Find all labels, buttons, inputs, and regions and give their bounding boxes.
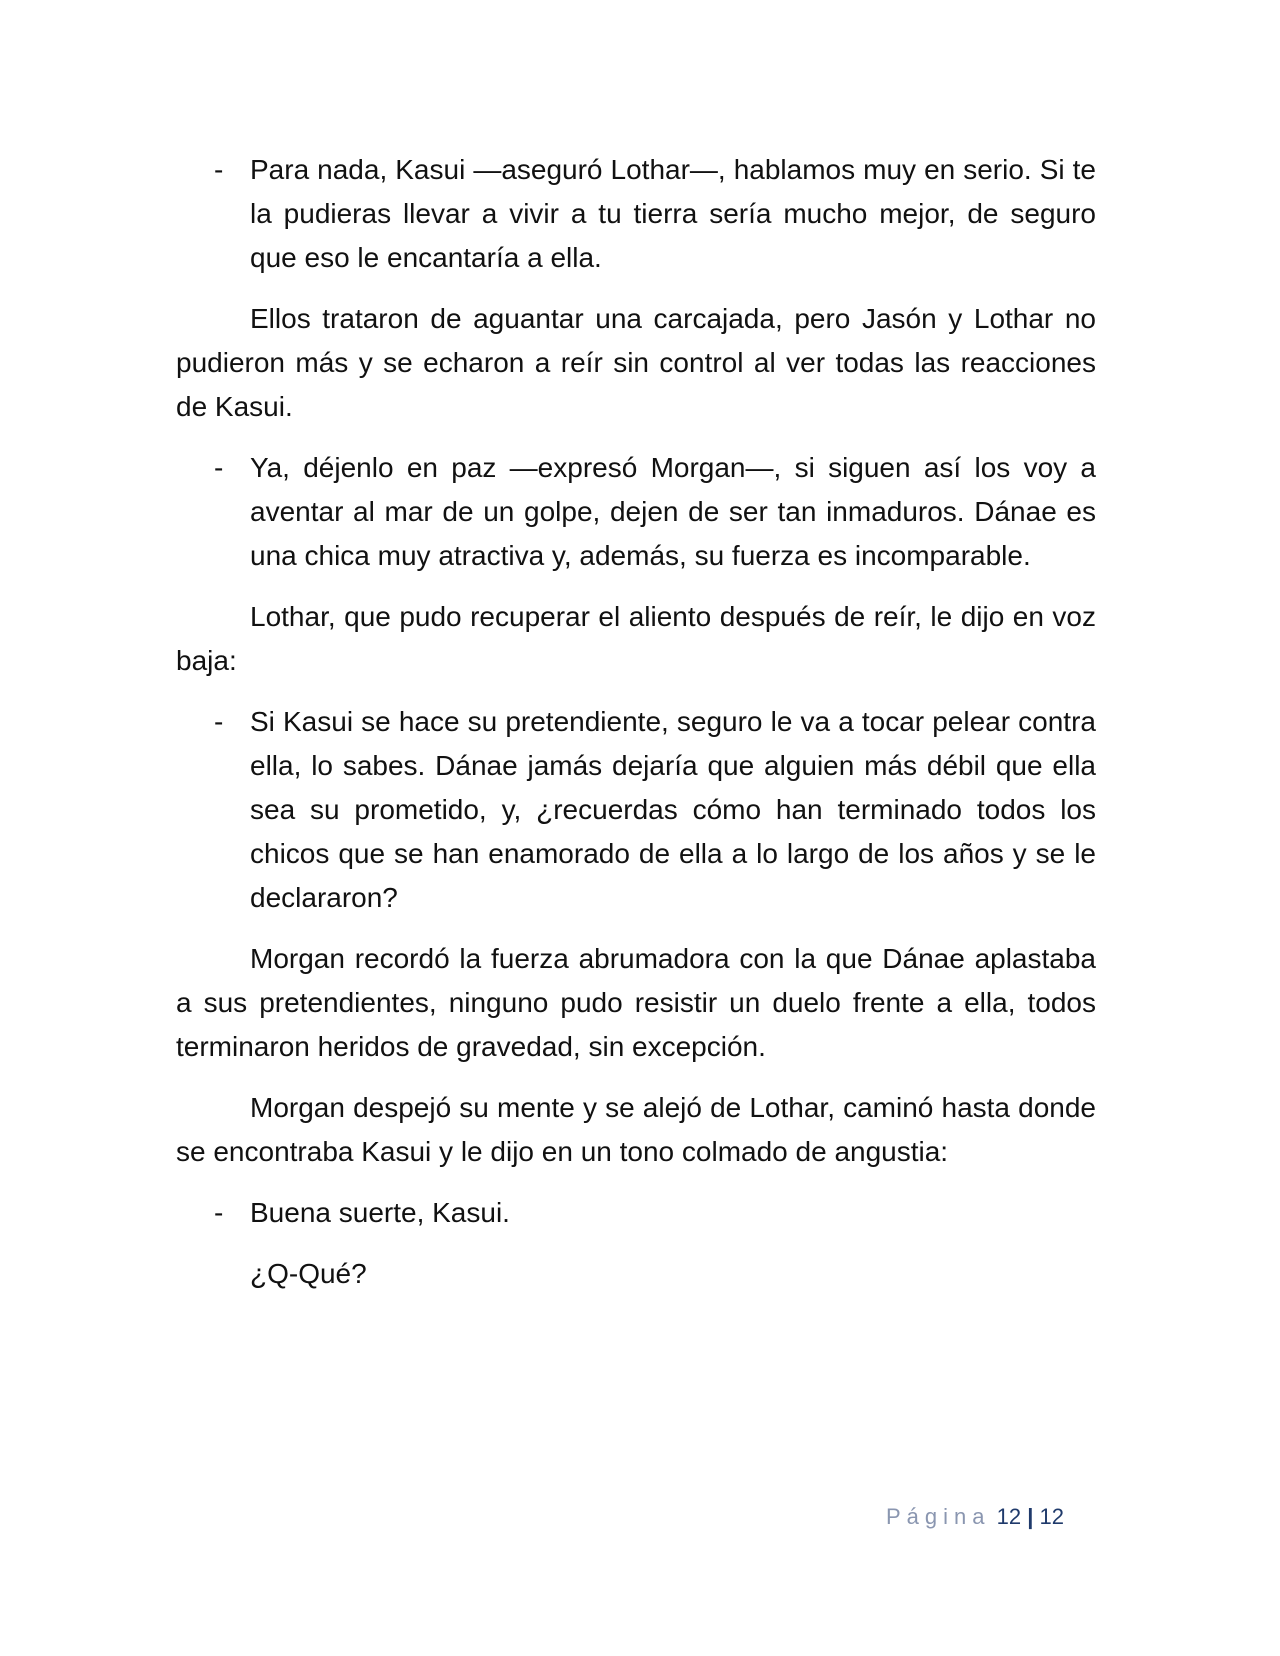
indented-line: ¿Q-Qué? bbox=[250, 1258, 367, 1289]
page-total: 12 bbox=[1039, 1504, 1065, 1529]
document-body bbox=[176, 148, 1096, 1296]
dialogue-dash: - bbox=[214, 452, 224, 483]
page-footer bbox=[886, 1502, 1064, 1532]
dialogue-dash: - bbox=[214, 706, 224, 737]
page-label: Página bbox=[886, 1504, 991, 1529]
dialogue-text: Para nada, Kasui —aseguró Lothar—, hablamos muy en serio. Si te la pudieras llevar a vivir a tu tierra sería mucho mejor, de seguro que eso le encantaría a ella. bbox=[250, 154, 1096, 273]
narrative-paragraph: Lothar, que pudo recuperar el aliento después de reír, le dijo en voz baja: bbox=[176, 601, 1096, 676]
dialogue-line bbox=[176, 148, 1096, 280]
dialogue-text: Si Kasui se hace su pretendiente, seguro le va a tocar pelear contra ella, lo sabes. Dánae jamás dejaría que alguien más débil que ella sea su prometido, y, ¿recuerdas cómo han terminado todos los chicos que se han enamorado de ella a lo largo de los años y se le declararon? bbox=[250, 706, 1096, 913]
dialogue-line bbox=[176, 446, 1096, 578]
narrative-paragraph: Ellos trataron de aguantar una carcajada, pero Jasón y Lothar no pudieron más y se echaron a reír sin control al ver todas las reacciones de Kasui. bbox=[176, 303, 1096, 422]
narrative-paragraph: Morgan despejó su mente y se alejó de Lothar, caminó hasta donde se encontraba Kasui y le dijo en un tono colmado de angustia: bbox=[176, 1092, 1096, 1167]
narrative-paragraph: Morgan recordó la fuerza abrumadora con la que Dánae aplastaba a sus pretendientes, ninguno pudo resistir un duelo frente a ella, todos terminaron heridos de gravedad, sin excepción. bbox=[176, 943, 1096, 1062]
dialogue-text: Buena suerte, Kasui. bbox=[250, 1197, 510, 1228]
dialogue-dash: - bbox=[214, 154, 224, 185]
dialogue-text: Ya, déjenlo en paz —expresó Morgan—, si siguen así los voy a aventar al mar de un golpe, dejen de ser tan inmaduros. Dánae es una chica muy atractiva y, además, su fuerza es incomparable. bbox=[250, 452, 1096, 571]
page-current: 12 bbox=[996, 1504, 1022, 1529]
dialogue-line bbox=[176, 1191, 1096, 1235]
page-separator: | bbox=[1027, 1504, 1034, 1529]
dialogue-dash: - bbox=[214, 1197, 224, 1228]
dialogue-line bbox=[176, 700, 1096, 920]
